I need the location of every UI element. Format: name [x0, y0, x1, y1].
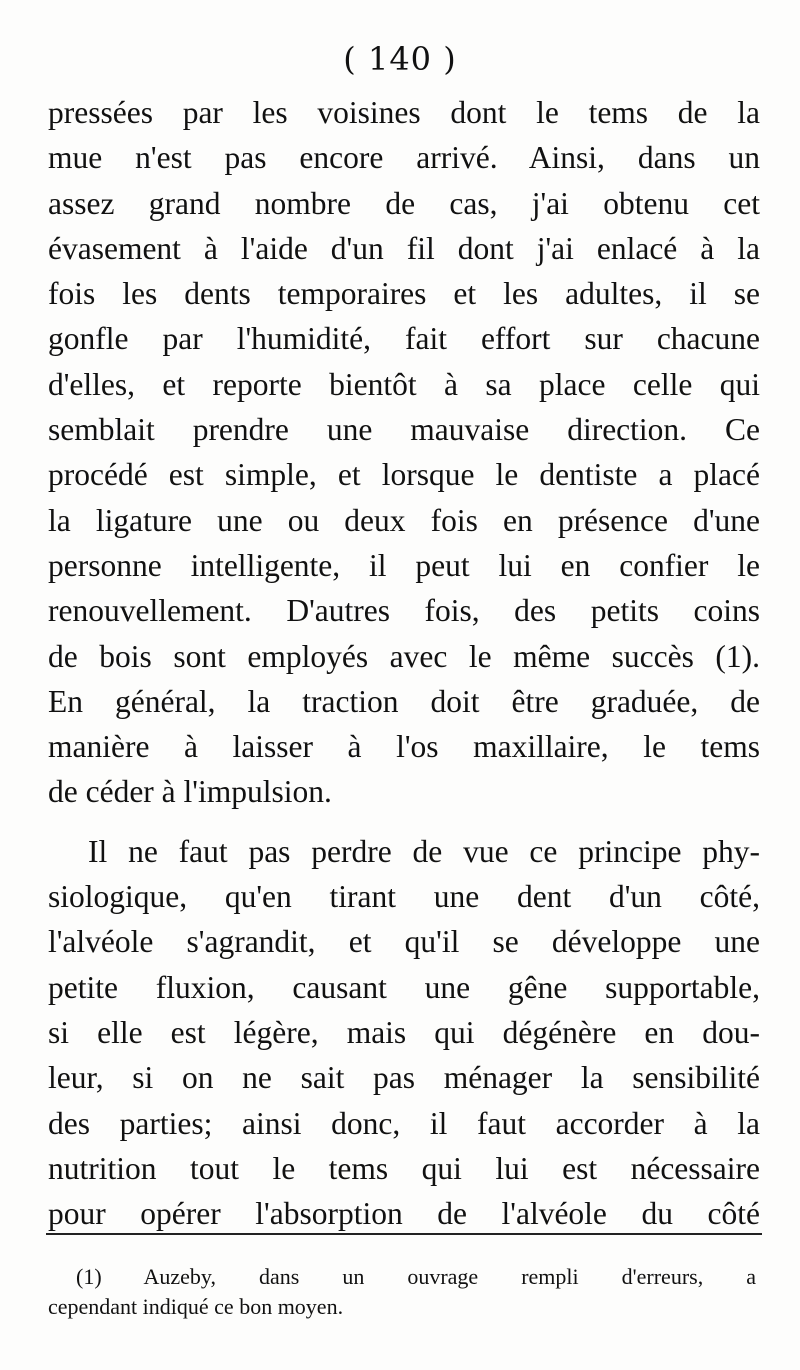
paragraph-2 [48, 829, 760, 1237]
text-line: Il ne faut pas perdre de vue ce principe phy- [88, 833, 760, 869]
text-line: la ligature une ou deux fois en présence d'une [48, 502, 760, 538]
text-line: des parties; ainsi donc, il faut accorder à la [48, 1105, 760, 1141]
text-line: d'elles, et reporte bientôt à sa place celle qui [48, 366, 760, 402]
text-line: mue n'est pas encore arrivé. Ainsi, dans un [48, 140, 760, 176]
text-line: renouvellement. D'autres fois, des petits coins [48, 593, 760, 629]
footnote-rule [46, 1233, 762, 1235]
footnote-line: (1) Auzeby, dans un ouvrage rempli d'erreurs, a [76, 1264, 756, 1289]
footnote [48, 1262, 756, 1322]
paragraph-gap [48, 815, 760, 829]
text-line: pressées par les voisines dont le tems de la [48, 95, 760, 130]
text-line: de céder à l'impulsion. [48, 774, 332, 810]
text-line: En général, la traction doit être graduée, de [48, 683, 760, 719]
text-line: procédé est simple, et lorsque le dentiste a placé [48, 457, 760, 493]
text-line: personne intelligente, il peut lui en confier le [48, 547, 760, 583]
text-line: de bois sont employés avec le même succès (1). [48, 638, 760, 674]
paragraph-1 [48, 90, 760, 815]
text-line: pour opérer l'absorption de l'alvéole du côté [48, 1196, 760, 1232]
body-text [48, 90, 760, 1236]
text-line: assez grand nombre de cas, j'ai obtenu cet [48, 185, 760, 221]
page-number: ( 140 ) [343, 40, 457, 78]
text-line: nutrition tout le tems qui lui est nécessaire [48, 1150, 760, 1186]
text-line: siologique, qu'en tirant une dent d'un côté, [48, 879, 760, 915]
text-line: si elle est légère, mais qui dégénère en dou- [48, 1014, 760, 1050]
footnote-line: cependant indiqué ce bon moyen. [48, 1294, 344, 1319]
text-line: manière à laisser à l'os maxillaire, le tems [48, 729, 760, 765]
text-line: l'alvéole s'agrandit, et qu'il se développe une [48, 924, 760, 960]
text-line: semblait prendre une mauvaise direction. Ce [48, 412, 760, 448]
text-line: évasement à l'aide d'un fil dont j'ai enlacé à la [48, 230, 760, 266]
text-line: gonfle par l'humidité, fait effort sur chacune [48, 321, 760, 357]
text-line: leur, si on ne sait pas ménager la sensibilité [48, 1060, 760, 1096]
text-line: fois les dents temporaires et les adultes, il se [48, 276, 760, 312]
text-line: petite fluxion, causant une gêne supportable, [48, 969, 760, 1005]
